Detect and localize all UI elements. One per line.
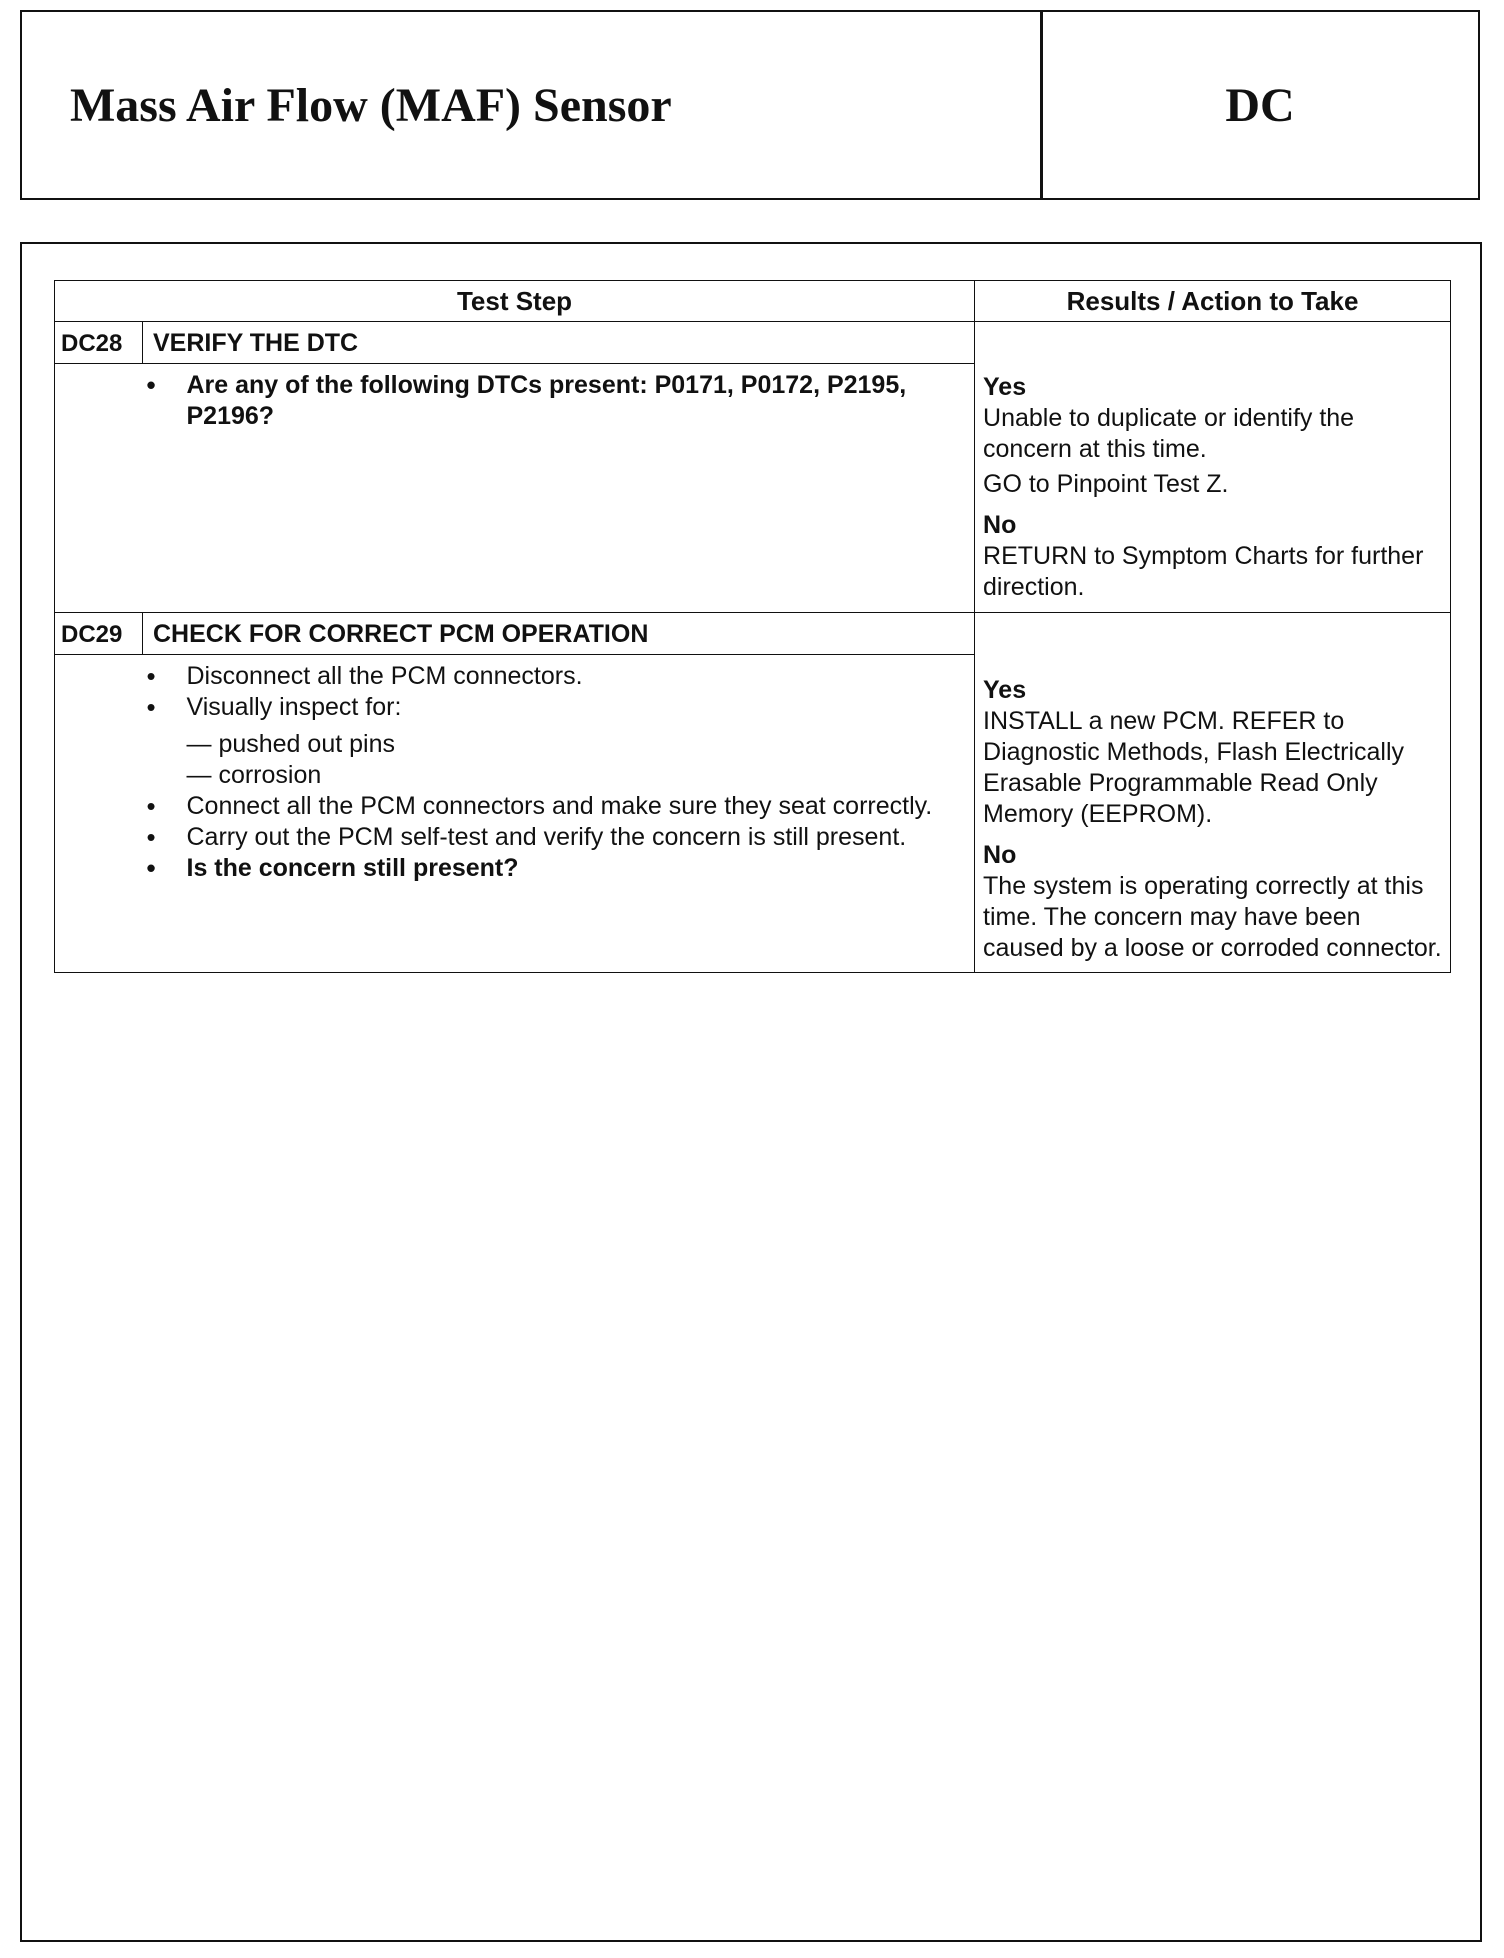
yes-label: Yes bbox=[983, 373, 1027, 401]
sub-list-item: — corrosion bbox=[186, 761, 322, 789]
step-id: DC28 bbox=[55, 322, 143, 364]
yes-action: GO to Pinpoint Test Z. bbox=[983, 470, 1229, 498]
list-item: • Is the concern still present? bbox=[187, 853, 955, 884]
section-code: DC bbox=[1225, 79, 1295, 132]
list-item: • Carry out the PCM self-test and verify the concern is still present. bbox=[187, 822, 955, 853]
step-body bbox=[143, 655, 975, 973]
page-title: Mass Air Flow (MAF) Sensor bbox=[70, 79, 672, 132]
yes-label: Yes bbox=[983, 676, 1027, 704]
yes-text: Unable to duplicate or identify the concern at this time. bbox=[983, 404, 1355, 463]
test-step-table bbox=[54, 280, 1451, 973]
step-id: DC29 bbox=[55, 613, 143, 655]
no-label: No bbox=[983, 841, 1017, 869]
table-header-row bbox=[55, 281, 1451, 322]
step-results bbox=[975, 322, 1451, 613]
page-header bbox=[20, 10, 1480, 200]
no-label: No bbox=[983, 511, 1017, 539]
step-title-row bbox=[55, 322, 1451, 364]
test-step-header: Test Step bbox=[55, 281, 975, 322]
step-body bbox=[143, 364, 975, 613]
sub-list-item: — pushed out pins bbox=[186, 730, 395, 758]
no-text: The system is operating correctly at this time. The concern may have been caused by a loose or corroded connector. bbox=[983, 872, 1442, 962]
list-item: • Are any of the following DTCs present: P0171, P0172, P2195, P2196? bbox=[187, 370, 955, 432]
list-item-text: Visually inspect for: bbox=[186, 693, 402, 721]
step-title: CHECK FOR CORRECT PCM OPERATION bbox=[143, 613, 975, 655]
step-title-row bbox=[55, 613, 1451, 655]
no-text: RETURN to Symptom Charts for further direction. bbox=[983, 542, 1424, 601]
results-header: Results / Action to Take bbox=[975, 281, 1451, 322]
list-item bbox=[187, 692, 955, 791]
step-title: VERIFY THE DTC bbox=[143, 322, 975, 364]
list-item: • Connect all the PCM connectors and make sure they seat correctly. bbox=[187, 791, 955, 822]
yes-text: INSTALL a new PCM. REFER to Diagnostic Methods, Flash Electrically Erasable Programmable Read Only Memory (EEPROM). bbox=[983, 707, 1405, 828]
list-item: • Disconnect all the PCM connectors. bbox=[187, 661, 955, 692]
step-results bbox=[975, 613, 1451, 973]
